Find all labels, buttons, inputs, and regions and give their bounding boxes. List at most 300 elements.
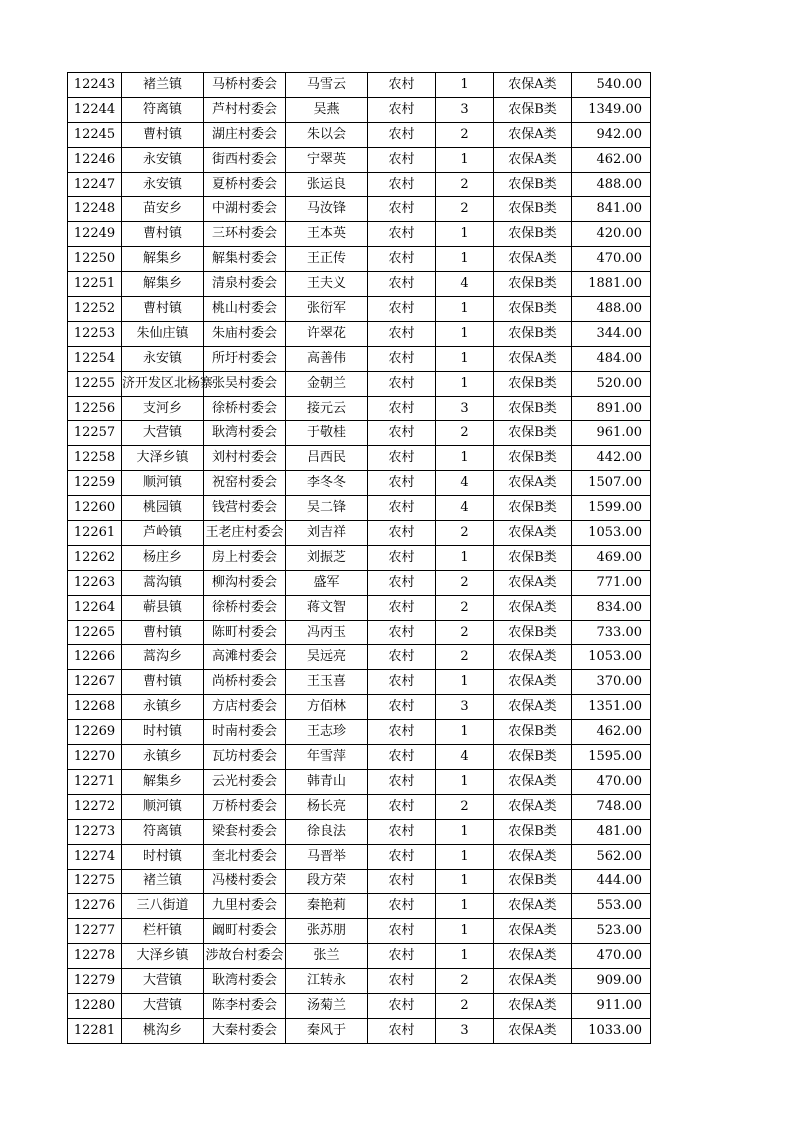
category-cell: 农保B类 [494,321,572,346]
category-cell: 农保A类 [494,969,572,994]
household-type-cell: 农村 [368,720,436,745]
township-cell: 顺河镇 [122,794,204,819]
household-size-cell: 3 [436,1018,494,1043]
amount-cell: 891.00 [572,396,651,421]
category-cell: 农保A类 [494,844,572,869]
household-type-cell: 农村 [368,297,436,322]
amount-cell: 484.00 [572,346,651,371]
household-type-cell: 农村 [368,670,436,695]
amount-cell: 523.00 [572,919,651,944]
household-size-cell: 2 [436,969,494,994]
table-row [68,819,651,844]
record-id-cell: 12271 [68,769,122,794]
amount-cell: 520.00 [572,371,651,396]
household-type-cell: 农村 [368,147,436,172]
table-row [68,720,651,745]
amount-cell: 344.00 [572,321,651,346]
township-cell: 永镇乡 [122,745,204,770]
village-committee-cell: 涉故台村委会 [204,944,286,969]
village-committee-cell: 房上村委会 [204,545,286,570]
category-cell: 农保A类 [494,894,572,919]
household-size-cell: 1 [436,222,494,247]
person-name-cell: 冯丙玉 [286,620,368,645]
table-row [68,769,651,794]
person-name-cell: 张运良 [286,172,368,197]
village-committee-cell: 三环村委会 [204,222,286,247]
category-cell: 农保A类 [494,1018,572,1043]
person-name-cell: 秦艳莉 [286,894,368,919]
household-size-cell: 1 [436,147,494,172]
township-cell: 大营镇 [122,969,204,994]
person-name-cell: 吕西民 [286,446,368,471]
household-type-cell: 农村 [368,346,436,371]
table-row [68,521,651,546]
record-id-cell: 12248 [68,197,122,222]
household-type-cell: 农村 [368,919,436,944]
table-row [68,620,651,645]
household-type-cell: 农村 [368,595,436,620]
person-name-cell: 江转永 [286,969,368,994]
record-id-cell: 12272 [68,794,122,819]
person-name-cell: 盛军 [286,570,368,595]
household-size-cell: 4 [436,496,494,521]
person-name-cell: 宁翠英 [286,147,368,172]
records-table [67,72,651,1044]
category-cell: 农保A类 [494,122,572,147]
amount-cell: 444.00 [572,869,651,894]
category-cell: 农保B类 [494,819,572,844]
amount-cell: 462.00 [572,147,651,172]
record-id-cell: 12251 [68,272,122,297]
township-cell: 曹村镇 [122,670,204,695]
village-committee-cell: 瓦坊村委会 [204,745,286,770]
village-committee-cell: 时南村委会 [204,720,286,745]
table-row [68,147,651,172]
table-row [68,97,651,122]
record-id-cell: 12256 [68,396,122,421]
amount-cell: 841.00 [572,197,651,222]
table-row [68,371,651,396]
record-id-cell: 12257 [68,421,122,446]
village-committee-cell: 芦村村委会 [204,97,286,122]
amount-cell: 1351.00 [572,695,651,720]
village-committee-cell: 梁套村委会 [204,819,286,844]
record-id-cell: 12264 [68,595,122,620]
township-cell: 曹村镇 [122,297,204,322]
person-name-cell: 汤菊兰 [286,993,368,1018]
household-size-cell: 1 [436,769,494,794]
category-cell: 农保B类 [494,745,572,770]
category-cell: 农保A类 [494,645,572,670]
table-row [68,222,651,247]
amount-cell: 488.00 [572,172,651,197]
table-row [68,645,651,670]
record-id-cell: 12269 [68,720,122,745]
category-cell: 农保B类 [494,421,572,446]
village-committee-cell: 万桥村委会 [204,794,286,819]
household-size-cell: 1 [436,346,494,371]
record-id-cell: 12263 [68,570,122,595]
amount-cell: 420.00 [572,222,651,247]
amount-cell: 469.00 [572,545,651,570]
person-name-cell: 张衍军 [286,297,368,322]
amount-cell: 733.00 [572,620,651,645]
amount-cell: 562.00 [572,844,651,869]
household-type-cell: 农村 [368,545,436,570]
record-id-cell: 12246 [68,147,122,172]
amount-cell: 1507.00 [572,471,651,496]
person-name-cell: 张兰 [286,944,368,969]
person-name-cell: 吴二锋 [286,496,368,521]
record-id-cell: 12273 [68,819,122,844]
record-id-cell: 12276 [68,894,122,919]
household-size-cell: 3 [436,396,494,421]
table-row [68,73,651,98]
table-row [68,272,651,297]
table-row [68,570,651,595]
household-size-cell: 2 [436,421,494,446]
village-committee-cell: 桃山村委会 [204,297,286,322]
amount-cell: 942.00 [572,122,651,147]
household-size-cell: 1 [436,73,494,98]
category-cell: 农保B类 [494,396,572,421]
village-committee-cell: 朱庙村委会 [204,321,286,346]
village-committee-cell: 刘村村委会 [204,446,286,471]
household-size-cell: 2 [436,172,494,197]
table-row [68,695,651,720]
record-id-cell: 12258 [68,446,122,471]
household-size-cell: 1 [436,297,494,322]
category-cell: 农保B类 [494,197,572,222]
person-name-cell: 朱以会 [286,122,368,147]
village-committee-cell: 阚町村委会 [204,919,286,944]
category-cell: 农保B类 [494,720,572,745]
table-row [68,247,651,272]
record-id-cell: 12278 [68,944,122,969]
record-id-cell: 12259 [68,471,122,496]
household-size-cell: 2 [436,570,494,595]
person-name-cell: 刘振芝 [286,545,368,570]
household-type-cell: 农村 [368,197,436,222]
township-cell: 符离镇 [122,97,204,122]
table-row [68,545,651,570]
person-name-cell: 王正传 [286,247,368,272]
village-committee-cell: 耿湾村委会 [204,969,286,994]
record-id-cell: 12280 [68,993,122,1018]
amount-cell: 1349.00 [572,97,651,122]
amount-cell: 771.00 [572,570,651,595]
person-name-cell: 王本英 [286,222,368,247]
table-row [68,471,651,496]
table-row [68,595,651,620]
household-size-cell: 3 [436,97,494,122]
township-cell: 大泽乡镇 [122,944,204,969]
person-name-cell: 刘吉祥 [286,521,368,546]
record-id-cell: 12281 [68,1018,122,1043]
village-committee-cell: 王老庄村委会 [204,521,286,546]
table-row [68,297,651,322]
person-name-cell: 马雪云 [286,73,368,98]
township-cell: 苗安乡 [122,197,204,222]
record-id-cell: 12247 [68,172,122,197]
village-committee-cell: 高滩村委会 [204,645,286,670]
record-id-cell: 12262 [68,545,122,570]
township-cell: 褚兰镇 [122,73,204,98]
household-size-cell: 1 [436,819,494,844]
table-row [68,122,651,147]
household-type-cell: 农村 [368,869,436,894]
household-type-cell: 农村 [368,944,436,969]
person-name-cell: 年雪萍 [286,745,368,770]
township-cell: 永镇乡 [122,695,204,720]
household-type-cell: 农村 [368,695,436,720]
category-cell: 农保A类 [494,794,572,819]
village-committee-cell: 陈町村委会 [204,620,286,645]
household-type-cell: 农村 [368,894,436,919]
person-name-cell: 徐良法 [286,819,368,844]
category-cell: 农保B类 [494,545,572,570]
person-name-cell: 吴燕 [286,97,368,122]
record-id-cell: 12245 [68,122,122,147]
township-cell: 解集乡 [122,247,204,272]
table-row [68,745,651,770]
person-name-cell: 韩青山 [286,769,368,794]
household-size-cell: 1 [436,844,494,869]
amount-cell: 470.00 [572,769,651,794]
household-size-cell: 2 [436,595,494,620]
household-size-cell: 2 [436,122,494,147]
record-id-cell: 12249 [68,222,122,247]
table-row [68,993,651,1018]
amount-cell: 462.00 [572,720,651,745]
household-type-cell: 农村 [368,396,436,421]
amount-cell: 911.00 [572,993,651,1018]
household-type-cell: 农村 [368,521,436,546]
table-row [68,969,651,994]
amount-cell: 442.00 [572,446,651,471]
village-committee-cell: 柳沟村委会 [204,570,286,595]
township-cell: 桃园镇 [122,496,204,521]
township-cell: 大营镇 [122,421,204,446]
amount-cell: 909.00 [572,969,651,994]
household-size-cell: 4 [436,745,494,770]
category-cell: 农保B类 [494,446,572,471]
amount-cell: 470.00 [572,247,651,272]
record-id-cell: 12244 [68,97,122,122]
table-row [68,844,651,869]
amount-cell: 748.00 [572,794,651,819]
person-name-cell: 金朝兰 [286,371,368,396]
person-name-cell: 秦风于 [286,1018,368,1043]
table-row [68,894,651,919]
amount-cell: 834.00 [572,595,651,620]
household-type-cell: 农村 [368,222,436,247]
table-row [68,421,651,446]
person-name-cell: 蒋文智 [286,595,368,620]
record-id-cell: 12254 [68,346,122,371]
category-cell: 农保B类 [494,222,572,247]
village-committee-cell: 中湖村委会 [204,197,286,222]
household-type-cell: 农村 [368,1018,436,1043]
household-type-cell: 农村 [368,172,436,197]
record-id-cell: 12265 [68,620,122,645]
township-cell: 永安镇 [122,172,204,197]
household-type-cell: 农村 [368,570,436,595]
table-row [68,446,651,471]
person-name-cell: 方佰林 [286,695,368,720]
person-name-cell: 王玉喜 [286,670,368,695]
township-cell: 济开发区北杨寨 [122,371,204,396]
household-size-cell: 1 [436,894,494,919]
household-size-cell: 2 [436,197,494,222]
person-name-cell: 杨长亮 [286,794,368,819]
record-id-cell: 12268 [68,695,122,720]
village-committee-cell: 张吴村委会 [204,371,286,396]
household-size-cell: 3 [436,695,494,720]
household-type-cell: 农村 [368,73,436,98]
township-cell: 大营镇 [122,993,204,1018]
household-size-cell: 1 [436,321,494,346]
township-cell: 解集乡 [122,769,204,794]
category-cell: 农保A类 [494,147,572,172]
category-cell: 农保B类 [494,172,572,197]
household-size-cell: 1 [436,869,494,894]
village-committee-cell: 徐桥村委会 [204,396,286,421]
village-committee-cell: 清泉村委会 [204,272,286,297]
amount-cell: 1595.00 [572,745,651,770]
household-size-cell: 4 [436,471,494,496]
township-cell: 芦岭镇 [122,521,204,546]
township-cell: 蒿沟乡 [122,645,204,670]
table-row [68,172,651,197]
table-body [68,73,651,1044]
amount-cell: 540.00 [572,73,651,98]
township-cell: 永安镇 [122,346,204,371]
household-type-cell: 农村 [368,844,436,869]
amount-cell: 481.00 [572,819,651,844]
township-cell: 褚兰镇 [122,869,204,894]
household-type-cell: 农村 [368,745,436,770]
amount-cell: 488.00 [572,297,651,322]
record-id-cell: 12277 [68,919,122,944]
household-type-cell: 农村 [368,496,436,521]
table-row [68,496,651,521]
record-id-cell: 12279 [68,969,122,994]
household-type-cell: 农村 [368,247,436,272]
category-cell: 农保A类 [494,346,572,371]
table-row [68,670,651,695]
village-committee-cell: 尚桥村委会 [204,670,286,695]
township-cell: 支河乡 [122,396,204,421]
amount-cell: 961.00 [572,421,651,446]
village-committee-cell: 马桥村委会 [204,73,286,98]
household-size-cell: 1 [436,919,494,944]
category-cell: 农保B类 [494,297,572,322]
village-committee-cell: 冯楼村委会 [204,869,286,894]
record-id-cell: 12270 [68,745,122,770]
category-cell: 农保A类 [494,521,572,546]
record-id-cell: 12243 [68,73,122,98]
person-name-cell: 吴远亮 [286,645,368,670]
village-committee-cell: 所圩村委会 [204,346,286,371]
category-cell: 农保A类 [494,595,572,620]
village-committee-cell: 九里村委会 [204,894,286,919]
record-id-cell: 12252 [68,297,122,322]
township-cell: 符离镇 [122,819,204,844]
village-committee-cell: 耿湾村委会 [204,421,286,446]
category-cell: 农保A类 [494,471,572,496]
household-type-cell: 农村 [368,272,436,297]
township-cell: 三八街道 [122,894,204,919]
township-cell: 朱仙庄镇 [122,321,204,346]
household-type-cell: 农村 [368,769,436,794]
township-cell: 曹村镇 [122,222,204,247]
amount-cell: 470.00 [572,944,651,969]
amount-cell: 1033.00 [572,1018,651,1043]
record-id-cell: 12260 [68,496,122,521]
category-cell: 农保B类 [494,97,572,122]
table-row [68,197,651,222]
category-cell: 农保B类 [494,272,572,297]
household-size-cell: 1 [436,944,494,969]
household-size-cell: 2 [436,993,494,1018]
village-committee-cell: 陈李村委会 [204,993,286,1018]
township-cell: 永安镇 [122,147,204,172]
household-size-cell: 2 [436,794,494,819]
person-name-cell: 张苏朋 [286,919,368,944]
amount-cell: 553.00 [572,894,651,919]
person-name-cell: 王志珍 [286,720,368,745]
household-type-cell: 农村 [368,645,436,670]
record-id-cell: 12253 [68,321,122,346]
household-type-cell: 农村 [368,321,436,346]
record-id-cell: 12255 [68,371,122,396]
category-cell: 农保A类 [494,695,572,720]
amount-cell: 1599.00 [572,496,651,521]
township-cell: 曹村镇 [122,620,204,645]
village-committee-cell: 街西村委会 [204,147,286,172]
category-cell: 农保A类 [494,247,572,272]
category-cell: 农保B类 [494,496,572,521]
record-id-cell: 12266 [68,645,122,670]
household-type-cell: 农村 [368,421,436,446]
category-cell: 农保B类 [494,371,572,396]
household-size-cell: 4 [436,272,494,297]
table-row [68,869,651,894]
village-committee-cell: 夏桥村委会 [204,172,286,197]
table-row [68,346,651,371]
township-cell: 顺河镇 [122,471,204,496]
township-cell: 大泽乡镇 [122,446,204,471]
amount-cell: 1053.00 [572,521,651,546]
household-size-cell: 1 [436,446,494,471]
household-size-cell: 1 [436,545,494,570]
category-cell: 农保B类 [494,620,572,645]
person-name-cell: 马晋举 [286,844,368,869]
amount-cell: 1053.00 [572,645,651,670]
category-cell: 农保A类 [494,670,572,695]
amount-cell: 370.00 [572,670,651,695]
household-size-cell: 1 [436,670,494,695]
village-committee-cell: 云光村委会 [204,769,286,794]
village-committee-cell: 奎北村委会 [204,844,286,869]
township-cell: 时村镇 [122,844,204,869]
household-size-cell: 1 [436,371,494,396]
household-type-cell: 农村 [368,446,436,471]
person-name-cell: 李冬冬 [286,471,368,496]
record-id-cell: 12275 [68,869,122,894]
village-committee-cell: 钱营村委会 [204,496,286,521]
